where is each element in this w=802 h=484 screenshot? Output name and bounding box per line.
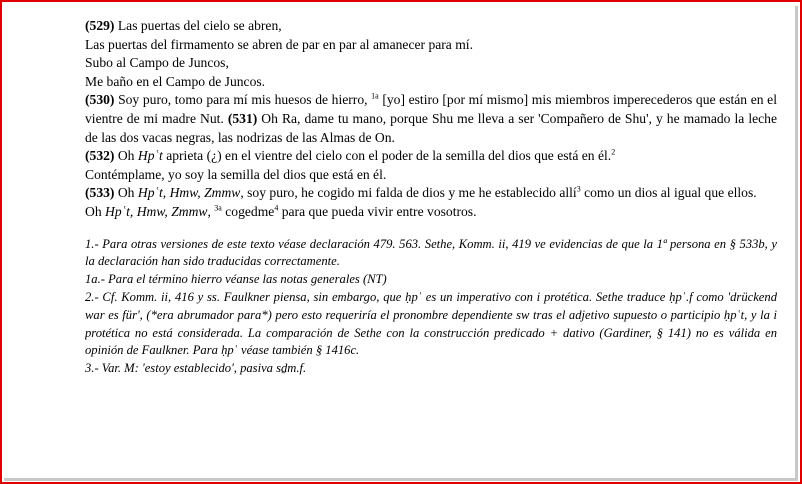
verse-text: [yo] estiro [por mí mismo] mis miembros imperecederos que están en el vientre de mi madre Nut. xyxy=(85,92,777,126)
verse-532 xyxy=(85,147,777,166)
verse-533 xyxy=(85,184,777,203)
verse-line: Me baño en el Campo de Juncos. xyxy=(85,73,266,89)
footnote-ref[interactable]: 3 xyxy=(576,184,581,194)
verse-530-531 xyxy=(85,91,777,147)
footnote-1: 1.- Para otras versiones de este texto véase declaración 479. 563. Sethe, Komm. ii, 419 ve evidencias de que la 1ª persona en § 533b, y la declaración han sido traducidas correctamente. xyxy=(85,236,777,269)
footnote-ref[interactable]: 2 xyxy=(611,147,616,157)
verse-text: Oh Ra, dame tu mano, porque Shu me lleva a ser 'Compañero de Shu', y he mamado la leche de las dos vacas negras, las nodrizas de las Almas de On. xyxy=(85,110,777,145)
verse-text: , xyxy=(207,203,215,219)
footnote-ref[interactable]: 4 xyxy=(274,203,279,213)
utterance-number: (529) xyxy=(85,18,115,33)
verse-text: cogedme xyxy=(221,203,275,219)
verse-529 xyxy=(85,17,777,36)
footnote-ref[interactable]: 1a xyxy=(371,91,379,101)
verse-text: Oh xyxy=(114,185,138,201)
verse-text: Oh xyxy=(114,148,138,164)
verse-text: como un dios al igual que ellos. xyxy=(580,185,757,201)
god-names: Hpʿt, Hmw, Zmmw xyxy=(105,203,208,219)
footnotes xyxy=(85,236,777,378)
utterance-number: (531) xyxy=(227,110,258,126)
god-name: Hpʿt xyxy=(137,148,163,164)
verse-line: Subo al Campo de Juncos, xyxy=(85,55,229,71)
utterance-number: (532) xyxy=(85,148,115,164)
verse-text: Soy puro, tomo para mí mis huesos de hierro, xyxy=(114,92,372,108)
footnote-1a: 1a.- Para el término hierro véanse las notas generales (NT) xyxy=(85,272,387,287)
verse-text: Las puertas del cielo se abren, xyxy=(114,18,282,33)
verse-text: para que pueda vivir entre vosotros. xyxy=(278,203,477,219)
verse-text: Oh xyxy=(85,203,106,219)
verse-line xyxy=(85,203,777,222)
utterance-number: (533) xyxy=(85,185,115,201)
main-text xyxy=(85,17,777,222)
document-page xyxy=(85,17,777,481)
verse-line: Contémplame, yo soy la semilla del dios que está en él. xyxy=(85,166,387,182)
verse-text: aprieta (¿) en el vientre del cielo con el poder de la semilla del dios que está en él. xyxy=(162,148,612,164)
footnote-ref[interactable]: 3a xyxy=(214,203,222,213)
footnote-2: 2.- Cf. Komm. ii, 416 y ss. Faulkner piensa, sin embargo, que ḥpʿ es un imperativo con i protética. Sethe traduce ḥpʿ.f como 'drückend war es für', (*era abrumador para*) pero esto requeriría el pronombre dependiente sw tras el adjetivo supuesto o participio ḥpʿt, y la i protética no está considerada. La comparación de Sethe con la construcción predicado + dativo (Gardiner, § 141) no es válida en opinión de Faulkner. Para ḥpʿ véase también § 1416c. xyxy=(85,289,777,358)
utterance-number: (530) xyxy=(85,92,115,108)
god-names: Hpʿt, Hmw, Zmmw xyxy=(137,185,241,201)
verse-text: , soy puro, he cogido mi falda de dios y me he establecido allí xyxy=(240,185,577,201)
frame-shadow-right xyxy=(795,6,798,480)
footnote-3: 3.- Var. M: 'estoy establecido', pasiva sḏm.f. xyxy=(85,361,307,376)
verse-line: Las puertas del firmamento se abren de par en par al amanecer para mí. xyxy=(85,36,473,52)
